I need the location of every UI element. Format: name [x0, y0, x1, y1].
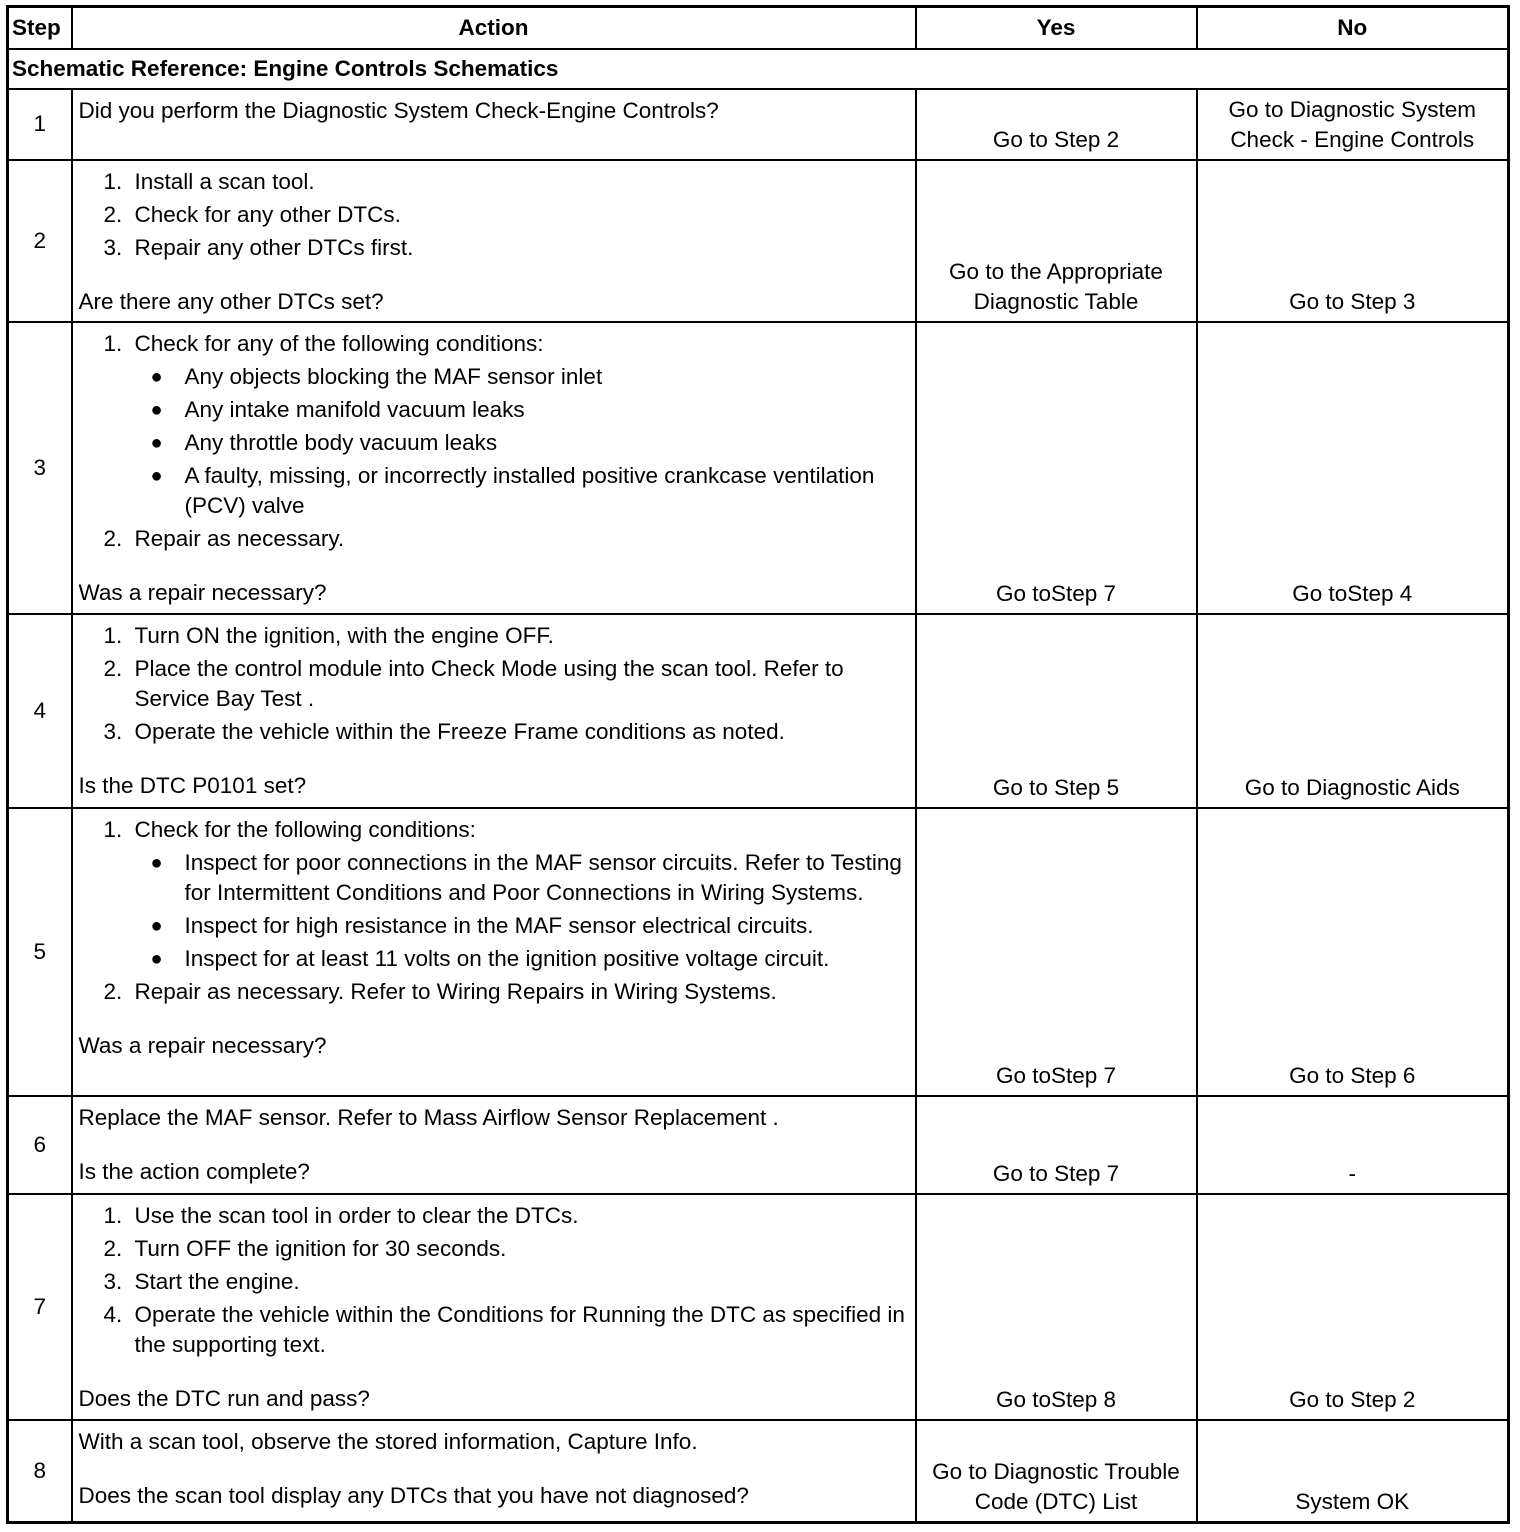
schematic-reference: Schematic Reference: Engine Controls Schematics: [8, 49, 1509, 89]
yes-cell: Go to Step 2: [916, 89, 1197, 160]
table-row: [8, 614, 1509, 808]
action-step: 2. Repair as necessary.: [129, 524, 909, 554]
no-cell: -: [1197, 1096, 1509, 1193]
action-step: 1. Turn ON the ignition, with the engine OFF.: [129, 621, 909, 651]
action-question: Are there any other DTCs set?: [78, 288, 384, 314]
condition-item: ● Inspect for high resistance in the MAF sensor electrical circuits.: [185, 911, 909, 941]
action-question: Is the DTC P0101 set?: [78, 773, 307, 799]
action-step: 2. Place the control module into Check Mode using the scan tool. Refer to Service Bay Test .: [129, 654, 909, 714]
no-cell: Go to Step 2: [1197, 1194, 1509, 1421]
action-steps: [79, 1201, 909, 1360]
action-step-text: Check for the following conditions:: [134, 816, 476, 842]
action-text: With a scan tool, observe the stored information, Capture Info.: [78, 1429, 698, 1455]
step-number: 3: [8, 322, 72, 614]
yes-cell: Go toStep 8: [916, 1194, 1197, 1421]
action-cell: [72, 322, 916, 614]
no-cell: Go to Step 6: [1197, 808, 1509, 1097]
action-question: Is the action complete?: [78, 1159, 310, 1185]
action-cell: [72, 614, 916, 808]
step-number: 2: [8, 160, 72, 322]
no-cell: System OK: [1197, 1420, 1509, 1522]
action-steps: [79, 621, 909, 747]
yes-cell: Go to the Appropriate Diagnostic Table: [916, 160, 1197, 322]
condition-item: ● A faulty, missing, or incorrectly installed positive crankcase ventilation (PCV) valve: [185, 461, 909, 521]
action-cell: [72, 1194, 916, 1421]
table-row: [8, 1194, 1509, 1421]
condition-list: [135, 848, 909, 974]
action-step: [129, 815, 909, 974]
action-step: 2. Check for any other DTCs.: [129, 200, 909, 230]
action-cell: [72, 89, 916, 160]
action-cell: [72, 1420, 916, 1522]
condition-item: ● Any throttle body vacuum leaks: [185, 428, 909, 458]
condition-item: ● Any objects blocking the MAF sensor inlet: [185, 362, 909, 392]
action-steps: [79, 329, 909, 554]
action-steps: [79, 815, 909, 1007]
action-step: 4. Operate the vehicle within the Conditions for Running the DTC as specified in the supporting text.: [129, 1300, 909, 1360]
condition-item: ● Inspect for at least 11 volts on the ignition positive voltage circuit.: [185, 944, 909, 974]
table-row: [8, 160, 1509, 322]
yes-cell: Go toStep 7: [916, 808, 1197, 1097]
no-cell: Go to Step 3: [1197, 160, 1509, 322]
no-cell: Go toStep 4: [1197, 322, 1509, 614]
action-step: 1. Use the scan tool in order to clear the DTCs.: [129, 1201, 909, 1231]
step-number: 4: [8, 614, 72, 808]
diagnostic-table-container: [6, 5, 1507, 1524]
action-cell: [72, 1096, 916, 1193]
action-step: 3. Operate the vehicle within the Freeze Frame conditions as noted.: [129, 717, 909, 747]
table-row: [8, 322, 1509, 614]
action-question: Does the scan tool display any DTCs that you have not diagnosed?: [78, 1483, 749, 1509]
header-row: [8, 7, 1509, 49]
header-yes: Yes: [916, 7, 1197, 49]
action-text: Replace the MAF sensor. Refer to Mass Airflow Sensor Replacement .: [78, 1105, 779, 1131]
step-number: 1: [8, 89, 72, 160]
action-step: [129, 329, 909, 521]
table-row: [8, 1420, 1509, 1522]
action-cell: [72, 160, 916, 322]
action-step: 3. Repair any other DTCs first.: [129, 233, 909, 263]
no-cell: Go to Diagnostic Aids: [1197, 614, 1509, 808]
no-cell: Go to Diagnostic System Check - Engine Controls: [1197, 89, 1509, 160]
table-row: [8, 1096, 1509, 1193]
step-number: 6: [8, 1096, 72, 1193]
condition-list: [135, 362, 909, 521]
action-cell: [72, 808, 916, 1097]
yes-cell: Go to Step 7: [916, 1096, 1197, 1193]
condition-item: ● Any intake manifold vacuum leaks: [185, 395, 909, 425]
action-question: Was a repair necessary?: [78, 1032, 327, 1058]
action-step: 2. Repair as necessary. Refer to Wiring Repairs in Wiring Systems.: [129, 977, 909, 1007]
action-step: 1. Install a scan tool.: [129, 167, 909, 197]
condition-item: ● Inspect for poor connections in the MAF sensor circuits. Refer to Testing for Intermittent Conditions and Poor Connections in Wiring Systems.: [185, 848, 909, 908]
yes-cell: Go to Diagnostic Trouble Code (DTC) List: [916, 1420, 1197, 1522]
header-step: Step: [8, 7, 72, 49]
action-text: Did you perform the Diagnostic System Check-Engine Controls?: [78, 97, 719, 123]
header-action: Action: [72, 7, 916, 49]
action-step: 3. Start the engine.: [129, 1267, 909, 1297]
diagnostic-table: [6, 5, 1510, 1524]
action-question: Was a repair necessary?: [78, 580, 327, 606]
step-number: 7: [8, 1194, 72, 1421]
action-steps: [79, 167, 909, 263]
yes-cell: Go to Step 5: [916, 614, 1197, 808]
yes-cell: Go toStep 7: [916, 322, 1197, 614]
step-number: 8: [8, 1420, 72, 1522]
action-step-text: Check for any of the following conditions:: [134, 331, 544, 357]
action-question: Does the DTC run and pass?: [78, 1385, 370, 1411]
header-no: No: [1197, 7, 1509, 49]
schematic-row: [8, 49, 1509, 89]
step-number: 5: [8, 808, 72, 1097]
action-step: 2. Turn OFF the ignition for 30 seconds.: [129, 1234, 909, 1264]
table-row: [8, 808, 1509, 1097]
table-row: [8, 89, 1509, 160]
